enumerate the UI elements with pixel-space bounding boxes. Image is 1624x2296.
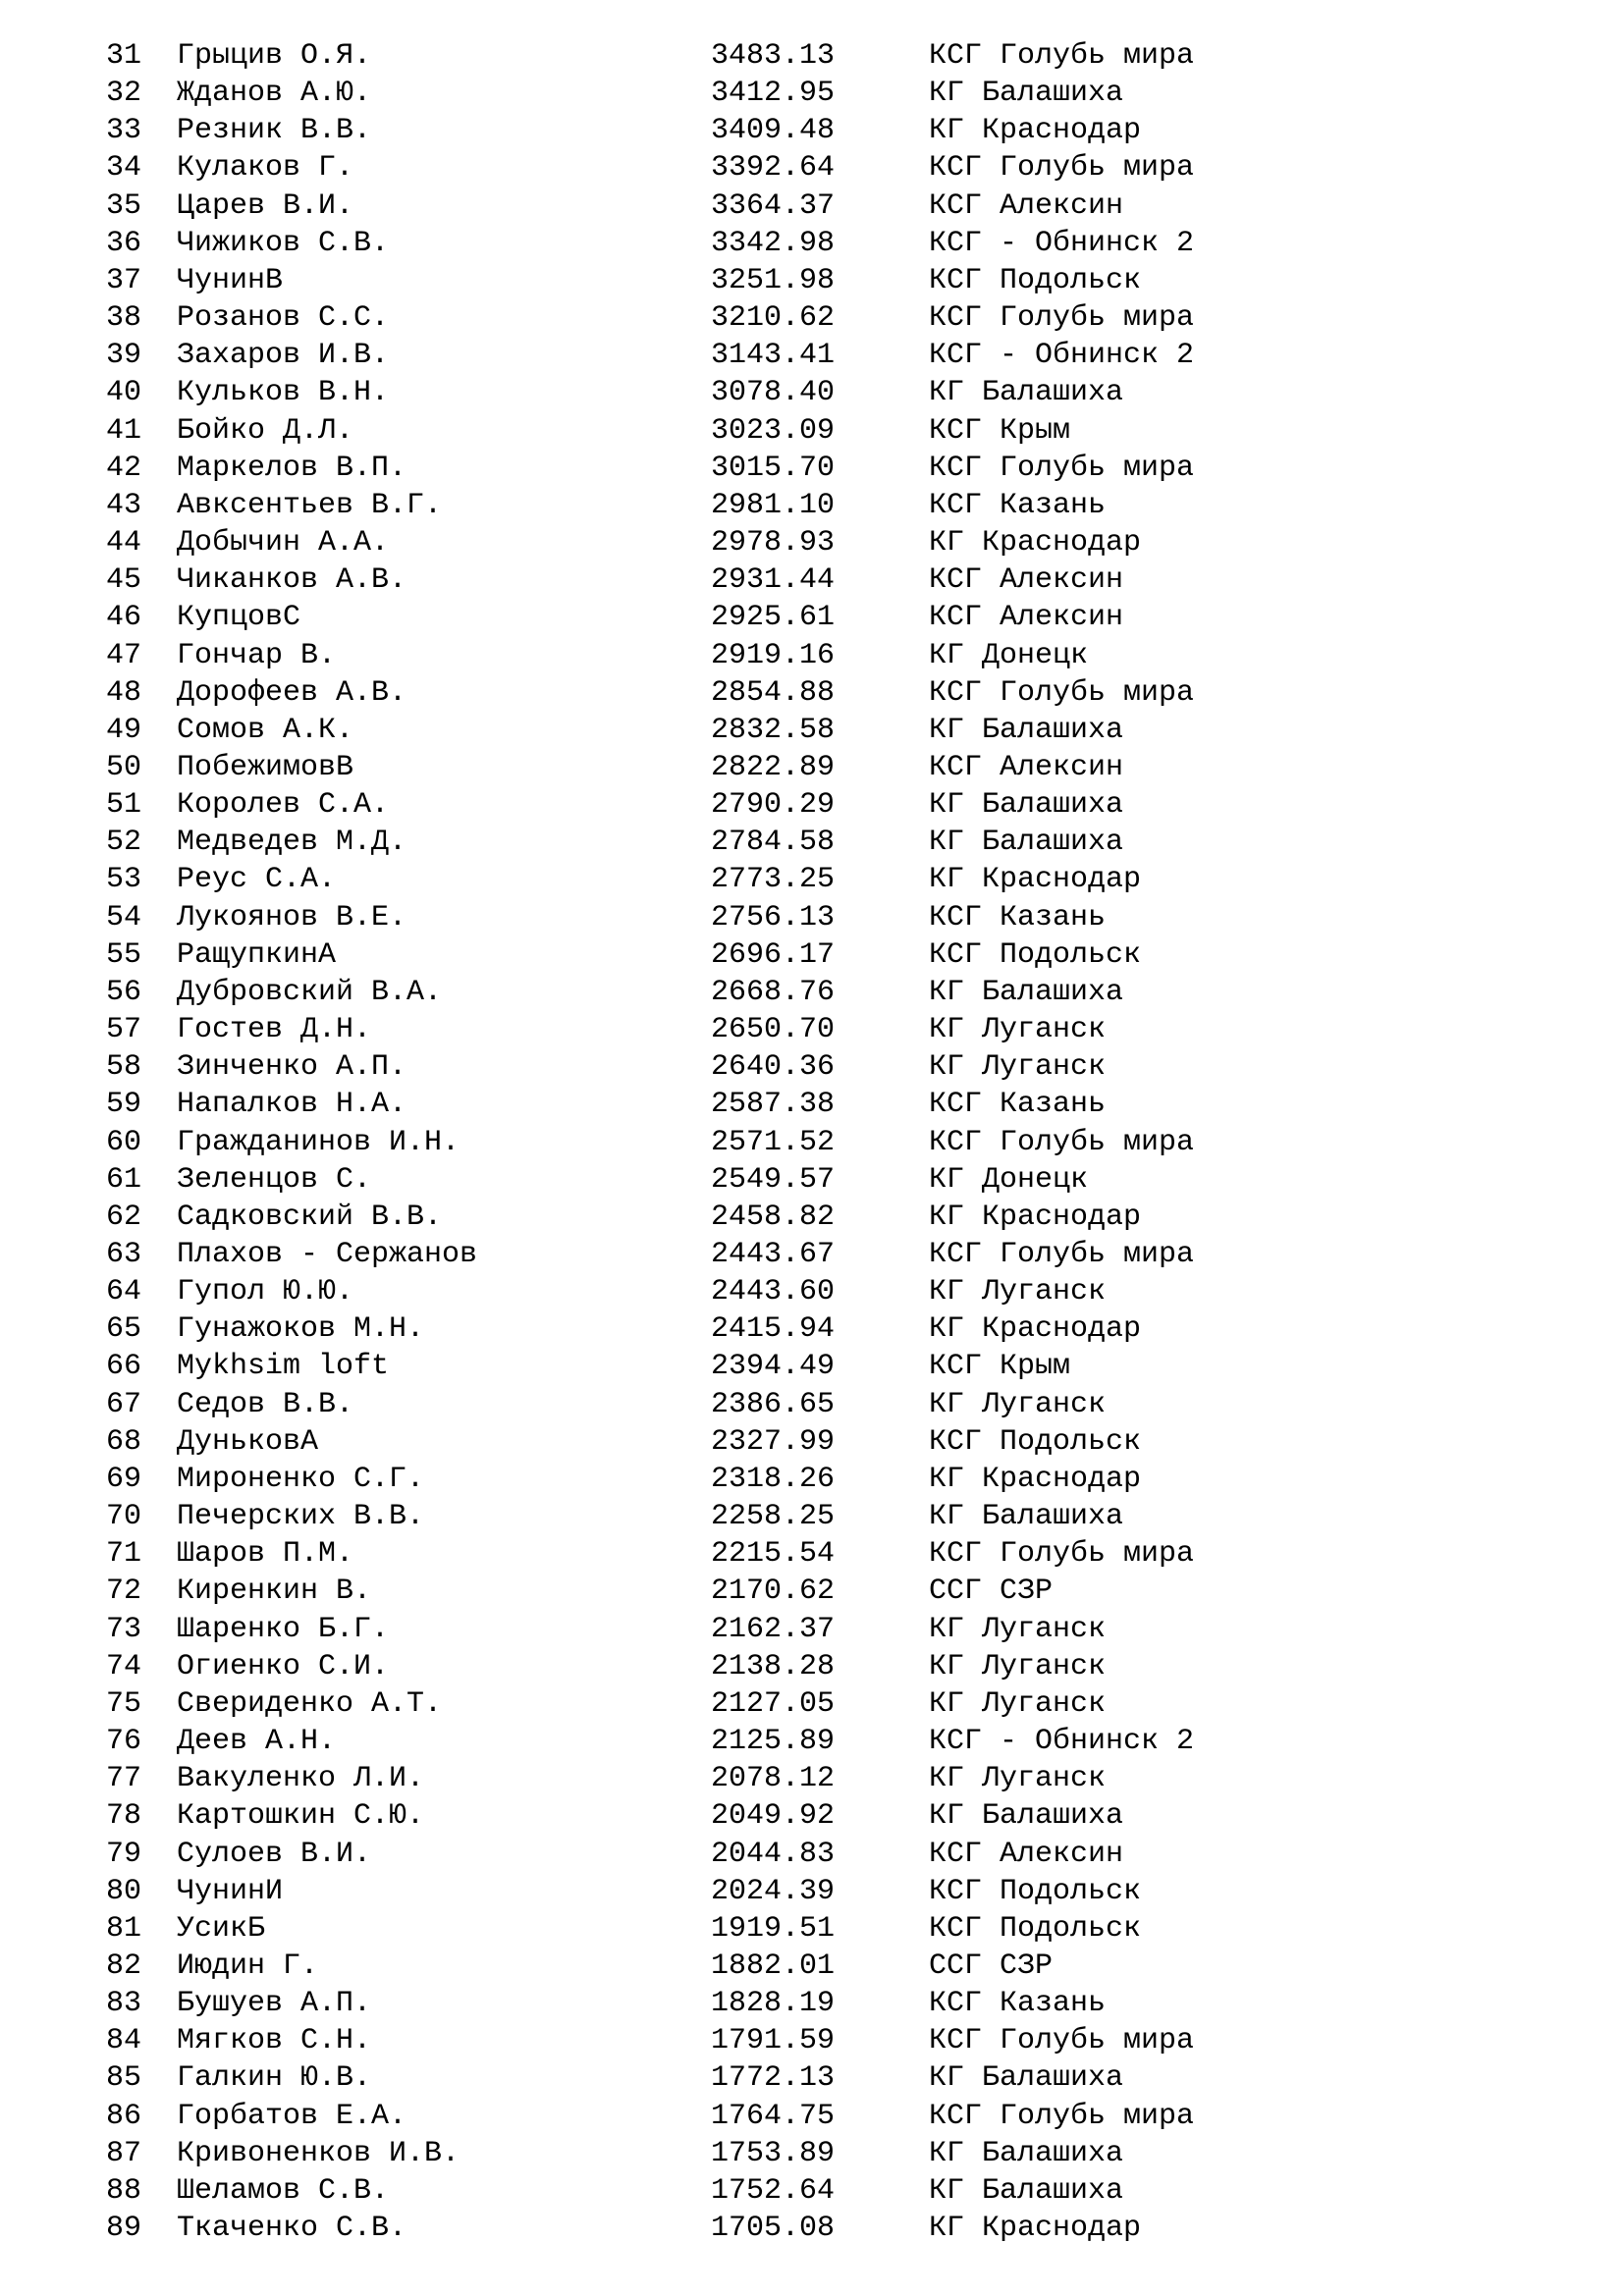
score-cell: 2327.99: [711, 1424, 836, 1459]
score-cell: 2024.39: [711, 1874, 836, 1908]
name-cell: Гостев Д.Н.: [177, 1013, 372, 1047]
rank-cell: 52: [105, 826, 141, 860]
rank-cell: 55: [105, 937, 141, 972]
rank-cell: 66: [105, 1350, 141, 1384]
club-cell: КГ Краснодар: [929, 526, 1142, 561]
name-cell: Седов В.В.: [177, 1387, 354, 1421]
name-cell: Дубровский В.А.: [177, 975, 443, 1009]
result-row: [0, 674, 1624, 712]
result-row: [0, 1760, 1624, 1797]
name-cell: Сомов А.К.: [177, 713, 354, 747]
club-cell: КСГ Голубь мира: [929, 675, 1195, 710]
result-row: [0, 861, 1624, 898]
club-cell: КСГ Подольск: [929, 937, 1142, 972]
name-cell: Садковский В.В.: [177, 1200, 443, 1234]
score-cell: 2587.38: [711, 1088, 836, 1122]
score-cell: 2044.83: [711, 1837, 836, 1871]
score-cell: 2125.89: [711, 1725, 836, 1759]
club-cell: КСГ - Обнинск 2: [929, 226, 1195, 260]
club-cell: КГ Краснодар: [929, 1312, 1142, 1347]
result-row: [0, 1648, 1624, 1685]
result-row: [0, 299, 1624, 337]
name-cell: УсикБ: [177, 1911, 266, 1946]
score-cell: 2822.89: [711, 750, 836, 784]
result-row: [0, 637, 1624, 674]
score-cell: 2215.54: [711, 1537, 836, 1572]
score-cell: 2049.92: [711, 1799, 836, 1834]
score-cell: 2790.29: [711, 788, 836, 823]
result-row: [0, 1611, 1624, 1648]
club-cell: КСГ Крым: [929, 1350, 1071, 1384]
score-cell: 3078.40: [711, 376, 836, 410]
rank-cell: 69: [105, 1462, 141, 1496]
club-cell: КГ Краснодар: [929, 863, 1142, 897]
score-cell: 1764.75: [711, 2099, 836, 2133]
club-cell: ССГ СЗР: [929, 1949, 1054, 1983]
club-cell: КСГ Казань: [929, 488, 1107, 522]
rank-cell: 37: [105, 263, 141, 297]
result-row: [0, 1124, 1624, 1161]
name-cell: Сулоев В.И.: [177, 1837, 372, 1871]
score-cell: 2696.17: [711, 937, 836, 972]
score-cell: 2415.94: [711, 1312, 836, 1347]
result-row: [0, 1948, 1624, 1985]
name-cell: Лукоянов В.Е.: [177, 900, 407, 934]
result-row: [0, 1873, 1624, 1910]
score-cell: 1919.51: [711, 1911, 836, 1946]
club-cell: КСГ Казань: [929, 1987, 1107, 2021]
score-cell: 2854.88: [711, 675, 836, 710]
result-row: [0, 1273, 1624, 1310]
result-row: [0, 262, 1624, 299]
name-cell: Зинченко А.П.: [177, 1050, 407, 1085]
name-cell: Бушуев А.П.: [177, 1987, 372, 2021]
rank-cell: 58: [105, 1050, 141, 1085]
result-row: [0, 2098, 1624, 2135]
score-cell: 2443.67: [711, 1238, 836, 1271]
name-cell: Королев С.А.: [177, 788, 390, 823]
score-cell: 1791.59: [711, 2024, 836, 2058]
club-cell: КГ Краснодар: [929, 1462, 1142, 1496]
club-cell: КГ Балашиха: [929, 975, 1124, 1009]
club-cell: КГ Балашиха: [929, 376, 1124, 410]
club-cell: КСГ Голубь мира: [929, 451, 1195, 485]
rank-cell: 71: [105, 1537, 141, 1572]
rank-cell: 40: [105, 376, 141, 410]
name-cell: Мироненко С.Г.: [177, 1462, 425, 1496]
name-cell: Кулаков Г.: [177, 151, 354, 186]
club-cell: КГ Балашиха: [929, 2061, 1124, 2096]
rank-cell: 38: [105, 301, 141, 336]
club-cell: КСГ Алексин: [929, 601, 1124, 635]
club-cell: КСГ Голубь мира: [929, 301, 1195, 336]
club-cell: КГ Балашиха: [929, 1799, 1124, 1834]
name-cell: Бойко Д.Л.: [177, 413, 354, 448]
rank-cell: 36: [105, 226, 141, 260]
result-row: [0, 75, 1624, 112]
result-row: [0, 487, 1624, 524]
result-row: [0, 2059, 1624, 2097]
rank-cell: 49: [105, 713, 141, 747]
score-cell: 2318.26: [711, 1462, 836, 1496]
rank-cell: 34: [105, 151, 141, 186]
name-cell: Реус С.А.: [177, 863, 337, 897]
score-cell: 2668.76: [711, 975, 836, 1009]
score-cell: 2832.58: [711, 713, 836, 747]
result-row: [0, 1161, 1624, 1199]
name-cell: КупцовС: [177, 601, 301, 635]
score-cell: 3251.98: [711, 263, 836, 297]
club-cell: КГ Балашиха: [929, 788, 1124, 823]
result-row: [0, 1985, 1624, 2022]
score-cell: 1753.89: [711, 2136, 836, 2170]
name-cell: Шаренко Б.Г.: [177, 1612, 390, 1646]
score-cell: 3412.95: [711, 77, 836, 111]
score-cell: 3143.41: [711, 339, 836, 373]
rank-cell: 60: [105, 1125, 141, 1159]
name-cell: ПобежимовВ: [177, 750, 354, 784]
rank-cell: 33: [105, 114, 141, 148]
club-cell: КСГ Алексин: [929, 188, 1124, 223]
club-cell: КСГ Алексин: [929, 563, 1124, 598]
result-row: [0, 712, 1624, 749]
club-cell: КГ Луганск: [929, 1612, 1107, 1646]
rank-cell: 46: [105, 601, 141, 635]
name-cell: ДуньковА: [177, 1424, 319, 1459]
result-row: [0, 974, 1624, 1011]
name-cell: Горбатов Е.А.: [177, 2099, 407, 2133]
name-cell: ЧунинВ: [177, 263, 284, 297]
result-row: [0, 412, 1624, 450]
club-cell: КСГ Голубь мира: [929, 1537, 1195, 1572]
result-row: [0, 524, 1624, 561]
club-cell: КСГ Голубь мира: [929, 151, 1195, 186]
score-cell: 3364.37: [711, 188, 836, 223]
result-row: [0, 1048, 1624, 1086]
club-cell: КСГ - Обнинск 2: [929, 1725, 1195, 1759]
score-cell: 2078.12: [711, 1762, 836, 1796]
score-cell: 2394.49: [711, 1350, 836, 1384]
name-cell: Дорофеев А.В.: [177, 675, 407, 710]
score-cell: 3210.62: [711, 301, 836, 336]
rank-cell: 82: [105, 1949, 141, 1983]
rank-cell: 39: [105, 339, 141, 373]
rank-cell: 63: [105, 1238, 141, 1271]
score-cell: 2981.10: [711, 488, 836, 522]
rank-cell: 73: [105, 1612, 141, 1646]
rank-cell: 80: [105, 1874, 141, 1908]
rank-cell: 48: [105, 675, 141, 710]
rank-cell: 72: [105, 1575, 141, 1609]
score-cell: 2571.52: [711, 1125, 836, 1159]
name-cell: Маркелов В.П.: [177, 451, 407, 485]
name-cell: Свериденко А.Т.: [177, 1686, 443, 1721]
rank-cell: 47: [105, 638, 141, 672]
rank-cell: 51: [105, 788, 141, 823]
rank-cell: 42: [105, 451, 141, 485]
result-row: [0, 112, 1624, 149]
score-cell: 2258.25: [711, 1500, 836, 1534]
name-cell: Грыцив О.Я.: [177, 39, 372, 73]
score-cell: 2458.82: [711, 1200, 836, 1234]
name-cell: РащупкинА: [177, 937, 337, 972]
club-cell: КГ Луганск: [929, 1649, 1107, 1683]
result-row: [0, 337, 1624, 374]
rank-cell: 65: [105, 1312, 141, 1347]
score-cell: 2170.62: [711, 1575, 836, 1609]
score-cell: 2127.05: [711, 1686, 836, 1721]
result-row: [0, 1685, 1624, 1723]
score-cell: 1752.64: [711, 2173, 836, 2208]
club-cell: КСГ Казань: [929, 900, 1107, 934]
name-cell: Напалков Н.А.: [177, 1088, 407, 1122]
rank-cell: 67: [105, 1387, 141, 1421]
name-cell: ЧунинИ: [177, 1874, 284, 1908]
result-row: [0, 1535, 1624, 1573]
result-row: [0, 2135, 1624, 2172]
club-cell: КСГ Алексин: [929, 1837, 1124, 1871]
club-cell: КГ Краснодар: [929, 1200, 1142, 1234]
rank-cell: 76: [105, 1725, 141, 1759]
rank-cell: 32: [105, 77, 141, 111]
rank-cell: 50: [105, 750, 141, 784]
result-row: [0, 1086, 1624, 1123]
result-row: [0, 2022, 1624, 2059]
result-row: [0, 374, 1624, 411]
club-cell: КСГ Подольск: [929, 1424, 1142, 1459]
score-cell: 1705.08: [711, 2212, 836, 2246]
club-cell: КГ Луганск: [929, 1275, 1107, 1309]
result-row: [0, 1910, 1624, 1948]
score-cell: 1882.01: [711, 1949, 836, 1983]
score-cell: 2443.60: [711, 1275, 836, 1309]
score-cell: 2756.13: [711, 900, 836, 934]
rank-cell: 44: [105, 526, 141, 561]
result-row: [0, 1836, 1624, 1873]
name-cell: Кривоненков И.В.: [177, 2136, 460, 2170]
name-cell: Июдин Г.: [177, 1949, 319, 1983]
club-cell: КГ Донецк: [929, 1162, 1089, 1197]
rank-cell: 31: [105, 39, 141, 73]
result-row: [0, 1011, 1624, 1048]
club-cell: ССГ СЗР: [929, 1575, 1054, 1609]
result-row: [0, 561, 1624, 599]
result-row: [0, 450, 1624, 487]
club-cell: КСГ Голубь мира: [929, 39, 1195, 73]
name-cell: Гунажоков М.Н.: [177, 1312, 425, 1347]
name-cell: Mykhsim loft: [177, 1350, 390, 1384]
rank-cell: 62: [105, 1200, 141, 1234]
result-row: [0, 1723, 1624, 1760]
club-cell: КГ Балашиха: [929, 77, 1124, 111]
name-cell: Ткаченко С.В.: [177, 2212, 407, 2246]
club-cell: КГ Балашиха: [929, 2136, 1124, 2170]
rank-cell: 64: [105, 1275, 141, 1309]
name-cell: Гончар В.: [177, 638, 337, 672]
name-cell: Галкин Ю.В.: [177, 2061, 372, 2096]
result-row: [0, 225, 1624, 262]
club-cell: КСГ - Обнинск 2: [929, 339, 1195, 373]
score-cell: 2138.28: [711, 1649, 836, 1683]
name-cell: Жданов А.Ю.: [177, 77, 372, 111]
score-cell: 2773.25: [711, 863, 836, 897]
score-cell: 2386.65: [711, 1387, 836, 1421]
score-cell: 2925.61: [711, 601, 836, 635]
club-cell: КСГ Подольск: [929, 1911, 1142, 1946]
name-cell: Кульков В.Н.: [177, 376, 390, 410]
club-cell: КГ Балашиха: [929, 826, 1124, 860]
name-cell: Шеламов С.В.: [177, 2173, 390, 2208]
result-row: [0, 1386, 1624, 1423]
name-cell: Мягков С.Н.: [177, 2024, 372, 2058]
name-cell: Деев А.Н.: [177, 1725, 337, 1759]
rank-cell: 86: [105, 2099, 141, 2133]
result-row: [0, 749, 1624, 786]
rank-cell: 83: [105, 1987, 141, 2021]
name-cell: Чиканков А.В.: [177, 563, 407, 598]
rank-cell: 84: [105, 2024, 141, 2058]
rank-cell: 77: [105, 1762, 141, 1796]
rank-cell: 61: [105, 1162, 141, 1197]
result-row: [0, 1498, 1624, 1535]
result-row: [0, 1236, 1624, 1273]
club-cell: КГ Луганск: [929, 1686, 1107, 1721]
score-cell: 2640.36: [711, 1050, 836, 1085]
result-row: [0, 149, 1624, 187]
rank-cell: 56: [105, 975, 141, 1009]
result-row: [0, 1348, 1624, 1385]
club-cell: КСГ Казань: [929, 1088, 1107, 1122]
club-cell: КСГ Голубь мира: [929, 2024, 1195, 2058]
score-cell: 3023.09: [711, 413, 836, 448]
score-cell: 2978.93: [711, 526, 836, 561]
rank-cell: 75: [105, 1686, 141, 1721]
name-cell: Огиенко С.И.: [177, 1649, 390, 1683]
name-cell: Медведев М.Д.: [177, 826, 407, 860]
result-row: [0, 1797, 1624, 1835]
club-cell: КСГ Алексин: [929, 750, 1124, 784]
result-row: [0, 824, 1624, 861]
club-cell: КГ Луганск: [929, 1762, 1107, 1796]
rank-cell: 68: [105, 1424, 141, 1459]
name-cell: Гражданинов И.Н.: [177, 1125, 460, 1159]
result-row: [0, 599, 1624, 636]
club-cell: КСГ Голубь мира: [929, 1125, 1195, 1159]
rank-cell: 89: [105, 2212, 141, 2246]
club-cell: КГ Донецк: [929, 638, 1089, 672]
score-cell: 3483.13: [711, 39, 836, 73]
name-cell: Плахов - Сержанов: [177, 1238, 478, 1271]
rank-cell: 53: [105, 863, 141, 897]
club-cell: КГ Краснодар: [929, 2212, 1142, 2246]
name-cell: Шаров П.М.: [177, 1537, 354, 1572]
score-cell: 3342.98: [711, 226, 836, 260]
rank-cell: 79: [105, 1837, 141, 1871]
club-cell: КГ Луганск: [929, 1387, 1107, 1421]
result-row: [0, 187, 1624, 225]
results-list: [0, 37, 1624, 2247]
result-row: [0, 2172, 1624, 2210]
result-row: [0, 1573, 1624, 1610]
name-cell: Киренкин В.: [177, 1575, 372, 1609]
result-row: [0, 37, 1624, 75]
score-cell: 3392.64: [711, 151, 836, 186]
name-cell: Резник В.В.: [177, 114, 372, 148]
result-row: [0, 1310, 1624, 1348]
score-cell: 3015.70: [711, 451, 836, 485]
club-cell: КСГ Голубь мира: [929, 1238, 1195, 1271]
score-cell: 2549.57: [711, 1162, 836, 1197]
rank-cell: 57: [105, 1013, 141, 1047]
score-cell: 3409.48: [711, 114, 836, 148]
result-row: [0, 899, 1624, 936]
club-cell: КГ Луганск: [929, 1013, 1107, 1047]
rank-cell: 85: [105, 2061, 141, 2096]
club-cell: КГ Краснодар: [929, 114, 1142, 148]
rank-cell: 81: [105, 1911, 141, 1946]
club-cell: КГ Балашиха: [929, 1500, 1124, 1534]
name-cell: Гупол Ю.Ю.: [177, 1275, 354, 1309]
name-cell: Картошкин С.Ю.: [177, 1799, 425, 1834]
name-cell: Чижиков С.В.: [177, 226, 390, 260]
rank-cell: 87: [105, 2136, 141, 2170]
rank-cell: 59: [105, 1088, 141, 1122]
name-cell: Добычин А.А.: [177, 526, 390, 561]
score-cell: 2919.16: [711, 638, 836, 672]
club-cell: КСГ Крым: [929, 413, 1071, 448]
score-cell: 1772.13: [711, 2061, 836, 2096]
score-cell: 2650.70: [711, 1013, 836, 1047]
club-cell: КСГ Подольск: [929, 1874, 1142, 1908]
score-cell: 1828.19: [711, 1987, 836, 2021]
result-row: [0, 1461, 1624, 1498]
name-cell: Захаров И.В.: [177, 339, 390, 373]
result-row: [0, 1423, 1624, 1461]
club-cell: КГ Балашиха: [929, 713, 1124, 747]
result-row: [0, 1199, 1624, 1236]
result-row: [0, 786, 1624, 824]
name-cell: Зеленцов С.: [177, 1162, 372, 1197]
name-cell: Вакуленко Л.И.: [177, 1762, 425, 1796]
club-cell: КГ Луганск: [929, 1050, 1107, 1085]
rank-cell: 54: [105, 900, 141, 934]
rank-cell: 35: [105, 188, 141, 223]
score-cell: 2784.58: [711, 826, 836, 860]
club-cell: КСГ Голубь мира: [929, 2099, 1195, 2133]
rank-cell: 88: [105, 2173, 141, 2208]
name-cell: Розанов С.С.: [177, 301, 390, 336]
club-cell: КГ Балашиха: [929, 2173, 1124, 2208]
name-cell: Царев В.И.: [177, 188, 354, 223]
name-cell: Авксентьев В.Г.: [177, 488, 443, 522]
name-cell: Печерских В.В.: [177, 1500, 425, 1534]
rank-cell: 41: [105, 413, 141, 448]
result-row: [0, 936, 1624, 974]
rank-cell: 78: [105, 1799, 141, 1834]
rank-cell: 70: [105, 1500, 141, 1534]
score-cell: 2931.44: [711, 563, 836, 598]
rank-cell: 43: [105, 488, 141, 522]
rank-cell: 45: [105, 563, 141, 598]
score-cell: 2162.37: [711, 1612, 836, 1646]
rank-cell: 74: [105, 1649, 141, 1683]
result-row: [0, 2210, 1624, 2247]
club-cell: КСГ Подольск: [929, 263, 1142, 297]
